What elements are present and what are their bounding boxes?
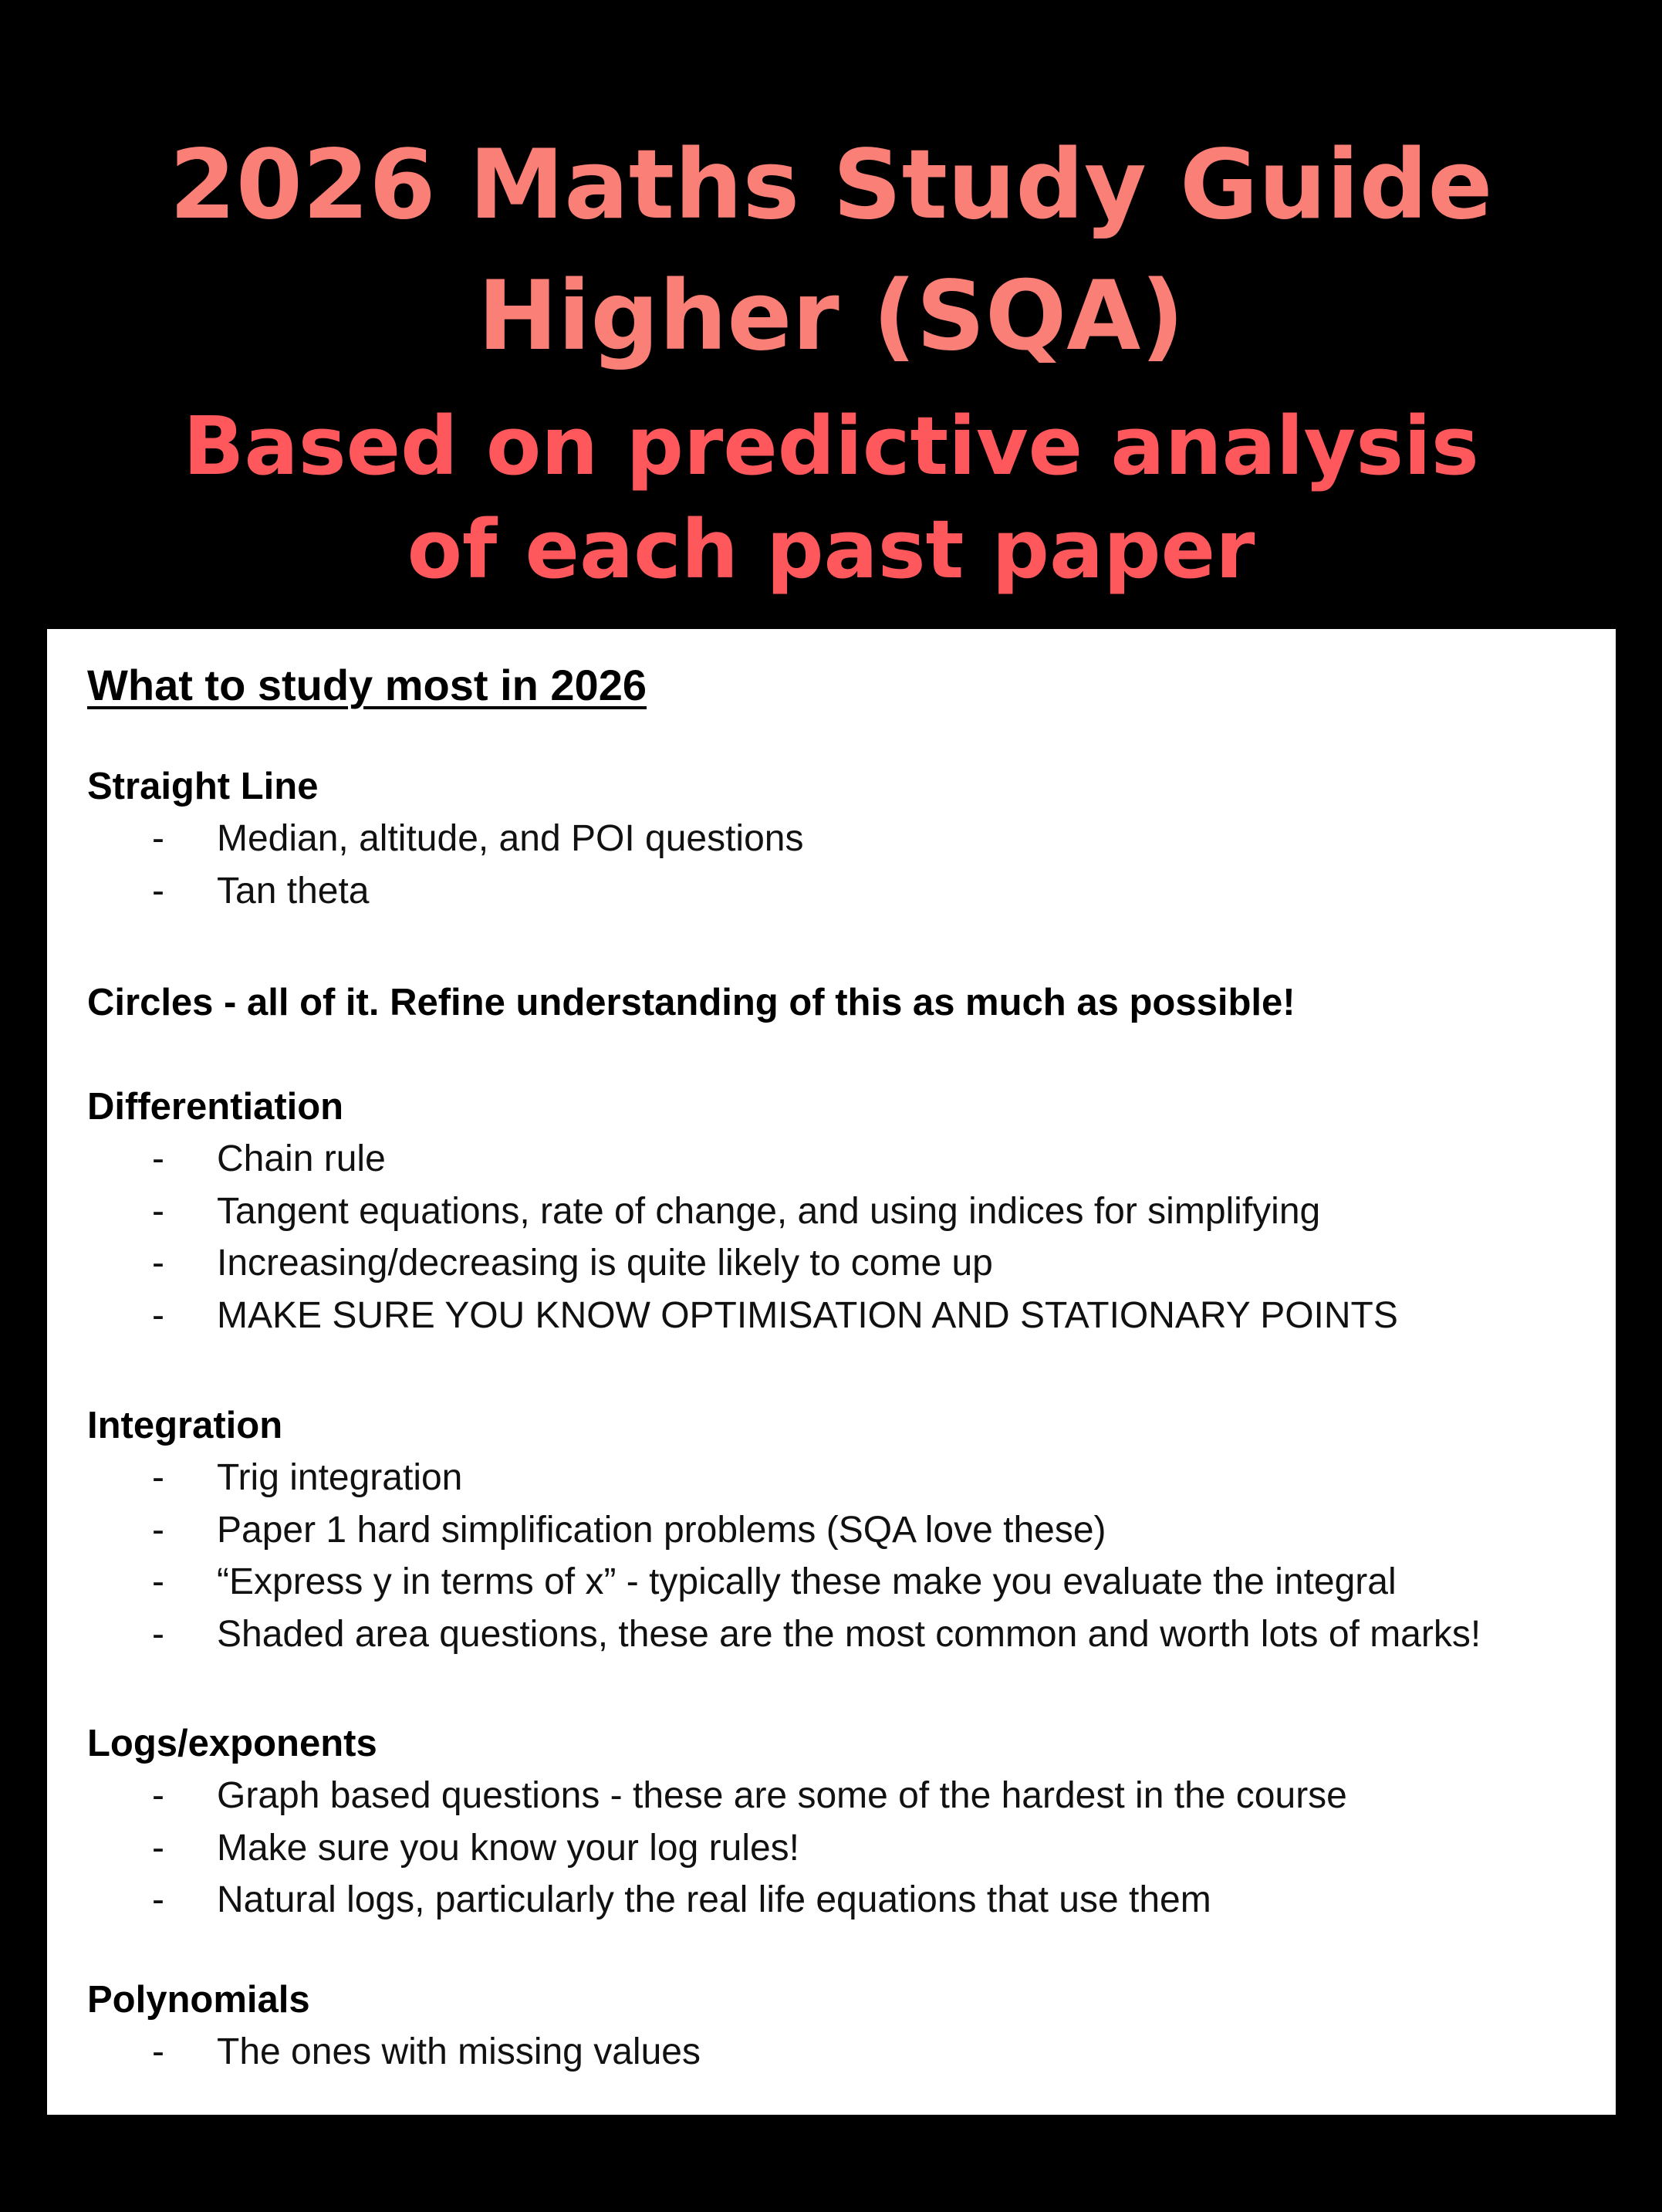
section-circles (87, 976, 1600, 1029)
section-logs-exponents (87, 1717, 1600, 1926)
bullet-list (87, 1133, 1600, 1341)
list-item (87, 1822, 1600, 1875)
bullet-marker: - (152, 1294, 164, 1336)
list-item-text: Shaded area questions, these are the most common and worth lots of marks! (217, 1613, 1481, 1655)
bullet-marker: - (152, 1138, 164, 1179)
section-title: Polynomials (87, 1979, 310, 2021)
list-item (87, 1874, 1600, 1926)
section-title: Integration (87, 1405, 283, 1446)
list-item-text: Increasing/decreasing is quite likely to come up (217, 1243, 993, 1284)
bullet-marker: - (152, 1457, 164, 1498)
page-subtitle-line-1: Based on predictive analysis (183, 399, 1479, 493)
list-item-text: The ones with missing values (217, 2031, 701, 2072)
list-item-text: Graph based questions - these are some of the hardest in the course (217, 1775, 1347, 1816)
header (0, 0, 1662, 617)
bullet-marker: - (152, 1613, 164, 1655)
list-item (87, 1185, 1600, 1238)
list-item (87, 1452, 1600, 1504)
bullet-marker: - (152, 818, 164, 859)
bullet-marker: - (152, 1561, 164, 1602)
list-item-text: Make sure you know your log rules! (217, 1827, 800, 1869)
list-item (87, 1556, 1600, 1608)
bullet-list (87, 2026, 1600, 2078)
list-item-text: Paper 1 hard simplification problems (SQA love these) (217, 1509, 1106, 1551)
section-straight-line (87, 760, 1600, 917)
list-item (87, 2026, 1600, 2078)
list-item-text: MAKE SURE YOU KNOW OPTIMISATION AND STATIONARY POINTS (217, 1294, 1398, 1336)
section-title: Differentiation (87, 1086, 344, 1128)
bullet-marker: - (152, 1827, 164, 1869)
bullet-marker: - (152, 1509, 164, 1551)
section-title: Circles - all of it. Refine understanding of this as much as possible! (87, 982, 1295, 1023)
bullet-marker: - (152, 1243, 164, 1284)
list-item (87, 1504, 1600, 1557)
list-item (87, 813, 1600, 865)
bullet-marker: - (152, 870, 164, 912)
list-item-text: Natural logs, particularly the real life equations that use them (217, 1879, 1211, 1920)
page-title-line-2: Higher (SQA) (478, 261, 1184, 372)
list-item-text: Median, altitude, and POI questions (217, 818, 804, 859)
page-title-line-1: 2026 Maths Study Guide (169, 130, 1493, 241)
list-item-text: Trig integration (217, 1457, 463, 1498)
list-item (87, 865, 1600, 918)
list-item-text: Tan theta (217, 870, 370, 912)
list-item (87, 1290, 1600, 1342)
list-item (87, 1770, 1600, 1822)
bullet-marker: - (152, 1775, 164, 1816)
document-heading: What to study most in 2026 (87, 661, 647, 709)
section-polynomials (87, 1974, 1600, 2078)
bullet-marker: - (152, 1879, 164, 1920)
page-subtitle-line-2: of each past paper (407, 502, 1255, 597)
section-title: Straight Line (87, 766, 319, 807)
list-item (87, 1133, 1600, 1185)
bullet-list (87, 1452, 1600, 1660)
bullet-list (87, 1770, 1600, 1926)
bullet-list (87, 813, 1600, 917)
list-item-text: Chain rule (217, 1138, 386, 1179)
bullet-marker: - (152, 1190, 164, 1232)
document-card (47, 629, 1616, 2115)
list-item-text: Tangent equations, rate of change, and using indices for simplifying (217, 1190, 1321, 1232)
bullet-marker: - (152, 2031, 164, 2072)
section-integration (87, 1399, 1600, 1660)
section-title: Logs/exponents (87, 1723, 377, 1764)
list-item (87, 1237, 1600, 1290)
list-item (87, 1608, 1600, 1661)
section-differentiation (87, 1081, 1600, 1341)
list-item-text: “Express y in terms of x” - typically these make you evaluate the integral (217, 1561, 1397, 1602)
